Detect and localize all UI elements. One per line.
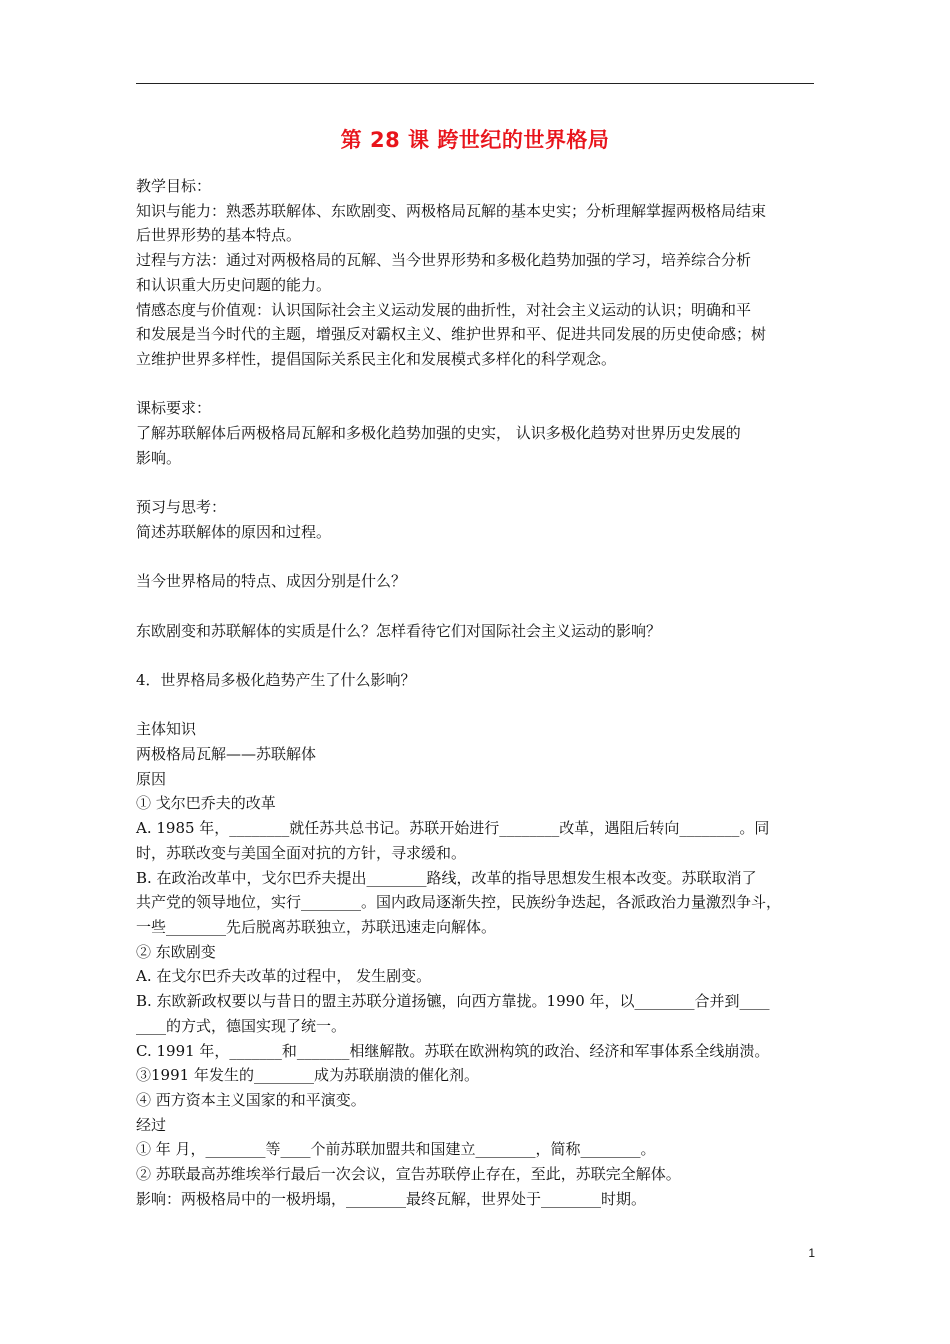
- main-line: ② 苏联最高苏维埃举行最后一次会议，宣告苏联停止存在，至此，苏联完全解体。: [136, 1165, 681, 1184]
- main-line: ① 年 月，________等____个前苏联加盟共和国建立________，简称________。: [136, 1140, 656, 1159]
- preview-question: 简述苏联解体的原因和过程。: [136, 522, 332, 541]
- objectives-heading: 教学目标：: [136, 177, 212, 195]
- objectives-line: 立维护世界多样性，提倡国际关系民主化和发展模式多样化的科学观念。: [136, 349, 617, 368]
- main-line: ② 东欧剧变: [136, 942, 216, 961]
- main-line: ① 戈尔巴乔夫的改革: [136, 794, 276, 813]
- main-line: C. 1991 年，_______和_______相继解散。苏联在欧洲构筑的政治、经济和军事体系全线崩溃。: [136, 1041, 770, 1060]
- main-subheading: 两极格局瓦解——苏联解体: [136, 745, 317, 764]
- preview-question: 东欧剧变和苏联解体的实质是什么？怎样看待它们对国际社会主义运动的影响？: [136, 621, 662, 640]
- objectives-line: 和发展是当今时代的主题，增强反对霸权主义、维护世界和平、促进共同发展的历史使命感；树: [136, 325, 767, 344]
- main-line: 共产党的领导地位，实行________。国内政局逐渐失控，民族纷争迭起，各派政治力量激烈争斗，: [136, 893, 782, 912]
- standards-line: 了解苏联解体后两极格局瓦解和多极化趋势加强的史实， 认识多极化趋势对世界历史发展的: [136, 424, 741, 443]
- standards-heading: 课标要求：: [136, 399, 212, 418]
- main-line: ④ 西方资本主义国家的和平演变。: [136, 1090, 366, 1109]
- standards-line: 影响。: [136, 448, 182, 467]
- document-title: 第 28 课 跨世纪的世界格局: [340, 128, 610, 152]
- objectives-line: 过程与方法：通过对两极格局的瓦解、当今世界形势和多极化趋势加强的学习，培养综合分析: [136, 251, 752, 270]
- main-line: ____的方式，德国实现了统一。: [136, 1016, 347, 1035]
- objectives-line: 知识与能力：熟悉苏联解体、东欧剧变、两极格局瓦解的基本史实；分析理解掌握两极格局结束: [136, 201, 767, 220]
- main-line: B. 东欧新政权要以与昔日的盟主苏联分道扬镳，向西方靠拢。1990 年，以________合并到____: [136, 992, 770, 1011]
- main-line: 影响：两极格局中的一极坍塌，________最终瓦解，世界处于________时期。: [136, 1189, 647, 1208]
- preview-heading: 预习与思考：: [136, 498, 227, 517]
- main-line: ③1991 年发生的________成为苏联崩溃的催化剂。: [136, 1066, 479, 1085]
- cause-label: 原因: [136, 769, 167, 788]
- objectives-line: 后世界形势的基本特点。: [136, 226, 302, 245]
- header-rule: [136, 83, 814, 84]
- main-line: 一些________先后脱离苏联独立，苏联迅速走向解体。: [136, 918, 497, 936]
- main-heading: 主体知识: [136, 720, 197, 739]
- document-body: [136, 174, 816, 1211]
- main-line: B. 在政治改革中，戈尔巴乔夫提出________路线，改革的指导思想发生根本改变。苏联取消了: [136, 868, 757, 887]
- main-line: A. 1985 年，________就任苏共总书记。苏联开始进行________改革，遇阻后转向________。同: [136, 819, 770, 838]
- page-number: 1: [808, 1246, 815, 1260]
- preview-question: 4．世界格局多极化趋势产生了什么影响？: [136, 670, 416, 689]
- main-line: 时，苏联改变与美国全面对抗的方针，寻求缓和。: [136, 843, 467, 862]
- objectives-line: 情感态度与价值观：认识国际社会主义运动发展的曲折性，对社会主义运动的认识；明确和平: [136, 300, 752, 319]
- main-line: A. 在戈尔巴乔夫改革的过程中， 发生剧变。: [136, 967, 432, 986]
- preview-question: 当今世界格局的特点、成因分别是什么？: [136, 572, 407, 591]
- main-line: 经过: [136, 1115, 167, 1134]
- objectives-line: 和认识重大历史问题的能力。: [136, 275, 332, 294]
